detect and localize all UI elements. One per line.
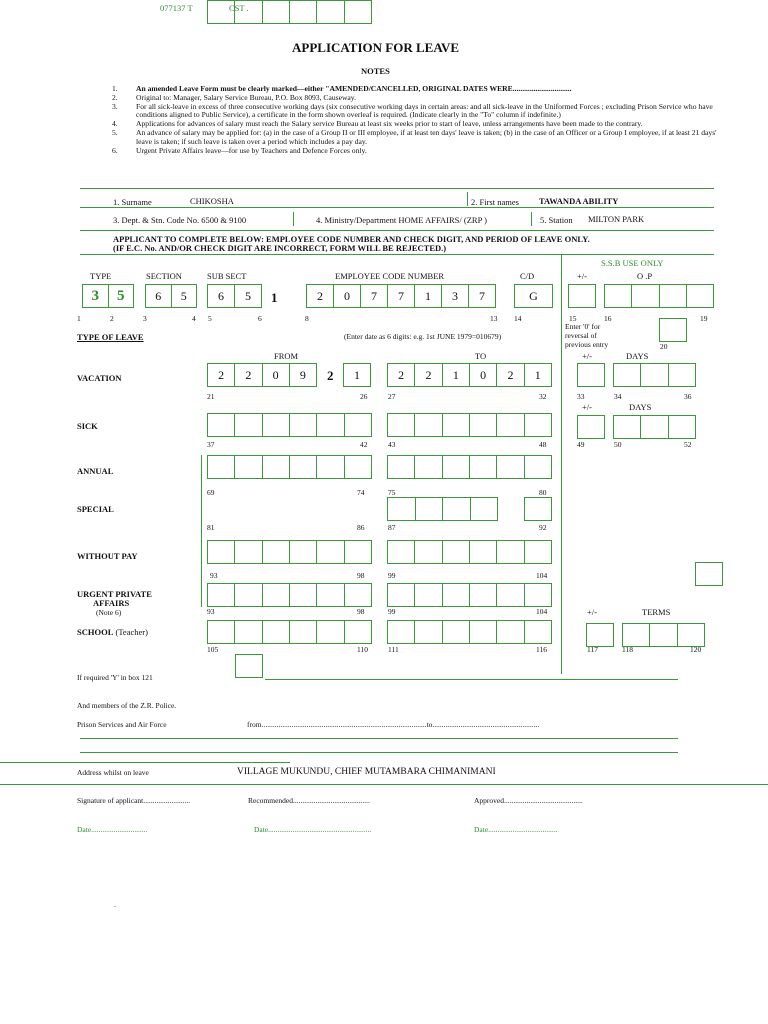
note-item: 3. For all sick-leave in excess of three consecutive working days (six consecutive working days in certain areas: and all sick-leave in the Uniformed Forces ; excluding Prison Service who have conditions aligned to Public Service), a certificate in the form shown overleaf is required. (Indicate clearly in the "To" column if indefinite.) (112, 101, 713, 120)
col-num: 16 (604, 314, 612, 323)
withoutpay-extra-box[interactable] (695, 562, 723, 586)
note-item: 4. Applications for advances of salary must reach the Salary service Bureau at least six weeks prior to start of leave, unless arrangements have been made to the contrary. (112, 119, 643, 129)
check-digit-box[interactable]: G (514, 284, 553, 308)
address-label: Address whilst on leave (77, 768, 149, 777)
note-item: 2. Original to: Manager, Salary Service Bureau, P.O. Box 8093, Causeway. (112, 92, 357, 102)
firstnames-value[interactable]: TAWANDA ABILITY (539, 196, 619, 206)
notes-heading: NOTES (361, 66, 390, 76)
urgent-to-box[interactable] (387, 583, 552, 607)
vacation-pm-box[interactable] (577, 363, 605, 387)
col-num: 104 (536, 571, 548, 580)
header-section: SECTION (146, 271, 182, 281)
col-num: 50 (614, 440, 622, 449)
ssb-use-only: S.S.B USE ONLY (601, 258, 664, 268)
col-num: 111 (388, 645, 399, 654)
col-num: 32 (539, 392, 547, 401)
handwritten-1: 1 (271, 290, 278, 305)
col-num: 4 (192, 314, 196, 323)
date-field-2[interactable]: Date....................................................... (254, 825, 372, 834)
leave-label-sick: SICK (77, 421, 98, 431)
days-header: DAYS (626, 351, 649, 361)
leave-label-special: SPECIAL (77, 504, 114, 514)
vacation-days-box[interactable] (613, 363, 696, 387)
type-of-leave-heading: TYPE OF LEAVE (77, 332, 144, 342)
withoutpay-to-box[interactable] (387, 540, 552, 564)
header-subsect: SUB SECT (207, 271, 247, 281)
sick-to-box[interactable] (387, 413, 552, 437)
col-num: 49 (577, 440, 585, 449)
plusminus-header: +/- (582, 402, 592, 412)
col-num: 104 (536, 607, 548, 616)
subsect-box[interactable]: 6 5 (207, 284, 262, 308)
col-num: 27 (388, 392, 396, 401)
col-num: 37 (207, 440, 215, 449)
header-plusminus: +/- (577, 271, 587, 281)
col-num: 15 (569, 314, 577, 323)
address-value[interactable]: VILLAGE MUKUNDU, CHIEF MUTAMBARA CHIMANIMANI (237, 767, 496, 777)
col-num: 34 (614, 392, 622, 401)
col-num: 92 (539, 523, 547, 532)
stray-dot: . (114, 900, 116, 909)
sick-from-box[interactable] (207, 413, 372, 437)
days-header: DAYS (629, 402, 652, 412)
col-num: 99 (388, 607, 396, 616)
col-num: 69 (207, 488, 215, 497)
col-num: 6 (258, 314, 262, 323)
col-num: 80 (539, 488, 547, 497)
plusminus-header: +/- (582, 351, 592, 361)
sick-pm-box[interactable] (577, 415, 605, 439)
surname-value[interactable]: CHIKOSHA (190, 196, 234, 206)
leave-label-annual: ANNUAL (77, 466, 114, 476)
reversal-box[interactable] (659, 318, 687, 342)
prison-note: Prison Services and Air Force (77, 720, 167, 729)
ref-code: 077137 T (160, 3, 193, 13)
employee-code-box[interactable]: 2 0 7 7 1 3 7 (306, 284, 496, 308)
col-num: 48 (539, 440, 547, 449)
col-num: 1 (77, 314, 81, 323)
station-label: 5. Station (540, 215, 573, 225)
col-num: 33 (577, 392, 585, 401)
section-box[interactable]: 6 5 (145, 284, 197, 308)
col-num: 75 (388, 488, 396, 497)
col-num: 43 (388, 440, 396, 449)
special-from-box[interactable] (207, 0, 372, 24)
terms-header: TERMS (642, 607, 671, 617)
col-num: 116 (536, 645, 547, 654)
required-note: If required 'Y' in box 121 (77, 673, 153, 682)
ministry-label: 4. Ministry/Department HOME AFFAIRS/ (ZRP ) (316, 215, 487, 225)
dept-label: 3. Dept. & Stn. Code No. 6500 & 9100 (113, 215, 247, 225)
sick-days-box[interactable] (613, 415, 696, 439)
school-terms-box[interactable] (622, 623, 705, 647)
col-num: 99 (388, 571, 396, 580)
to-header: TO (475, 351, 487, 361)
form-title: APPLICATION FOR LEAVE (292, 40, 460, 55)
date-field-3[interactable]: Date..................................... (474, 825, 558, 834)
note-item: 1. An amended Leave Form must be clearly marked—either "AMENDED/CANCELLED, ORIGINAL DATES WERE............................... (112, 84, 572, 93)
col-num: 14 (514, 314, 522, 323)
col-num: 20 (660, 342, 668, 351)
instruction-line-2: (IF E.C. No. AND/OR CHECK DIGIT ARE INCORRECT, FORM WILL BE REJECTED.) (113, 243, 447, 253)
col-num: 3 (143, 314, 147, 323)
type-box[interactable]: 3 5 (82, 284, 134, 308)
special-to-last-box[interactable] (524, 497, 552, 521)
note-item: 6. Urgent Private Affairs leave—for use by Teachers and Defence Forces only. (112, 145, 367, 155)
col-num: 8 (305, 314, 309, 323)
note-item: 5. An advance of salary may be applied for: (a) in the case of a Group II or III employee, if at least ten days' leave is taken; (b) in the case of an Officer or a Group I employee, if at least 21 days' leave is taken; if such leave is taken over a period which includes a pay day. (112, 127, 717, 146)
special-to-box[interactable] (387, 497, 498, 521)
col-num: 118 (622, 645, 633, 654)
col-num: 81 (207, 523, 215, 532)
withoutpay-from-box[interactable] (207, 540, 372, 564)
header-type: TYPE (90, 271, 112, 281)
col-num: 98 (357, 571, 365, 580)
instruction-line-1: APPLICANT TO COMPLETE BELOW: EMPLOYEE CODE NUMBER AND CHECK DIGIT, AND PERIOD OF LEAVE ONLY. (113, 234, 590, 244)
station-value[interactable]: MILTON PARK (588, 214, 645, 224)
header-ecn: EMPLOYEE CODE NUMBER (335, 271, 445, 281)
annual-from-box[interactable] (207, 455, 372, 479)
date-field-1[interactable]: Date.............................. (77, 825, 148, 834)
col-num: 98 (357, 607, 365, 616)
leave-label-vacation: VACATION (77, 373, 122, 383)
col-num: 117 (587, 645, 598, 654)
school-to-box[interactable] (387, 620, 552, 644)
required-box[interactable] (235, 654, 263, 678)
firstnames-label: 2. First names (471, 197, 519, 207)
col-num: 13 (490, 314, 498, 323)
col-num: 52 (684, 440, 692, 449)
col-num: 120 (690, 645, 702, 654)
leave-label-school: SCHOOL (Teacher) (77, 627, 148, 637)
vacation-from-last-box[interactable]: 1 (343, 363, 371, 387)
header-op: O .P (637, 271, 653, 281)
notes-list (112, 85, 722, 155)
urgent-note: (Note 6) (96, 608, 122, 617)
plusminus-header: +/- (587, 607, 597, 617)
leave-label-withoutpay: WITHOUT PAY (77, 551, 138, 561)
ref-cst: CST . (229, 3, 249, 13)
urgent-from-box[interactable] (207, 583, 372, 607)
from-header: FROM (274, 351, 299, 361)
annual-to-box[interactable] (387, 455, 552, 479)
leave-label-urgent-2: AFFAIRS (93, 598, 130, 608)
vacation-from-box[interactable]: 2 2 0 9 (207, 363, 317, 387)
recommended-field[interactable]: Recommended......................................... (248, 796, 370, 805)
signature-field[interactable]: Signature of applicant......................... (77, 796, 191, 805)
vacation-to-box[interactable]: 2 2 1 0 2 1 (387, 363, 552, 387)
col-num: 87 (388, 523, 396, 532)
leave-label-urgent: URGENT PRIVATE (77, 589, 152, 599)
reversal-note: Enter '0' for reversal of previous entry (565, 322, 609, 349)
handwritten-2: 2 (327, 368, 334, 383)
col-num: 93 (207, 607, 215, 616)
col-num: 19 (700, 314, 708, 323)
surname-label: 1. Surname (113, 197, 152, 207)
from-to-line[interactable]: from........................................................................................to......................................................... (247, 720, 540, 729)
ssb-plusminus-box[interactable] (568, 284, 596, 308)
police-note: And members of the Z.R. Police. (77, 701, 177, 710)
col-num: 36 (684, 392, 692, 401)
school-pm-box[interactable] (586, 623, 614, 647)
ssb-op-box[interactable] (604, 284, 714, 308)
date-hint: (Enter date as 6 digits: e.g. 1st JUNE 1979=010679) (344, 332, 502, 341)
col-num: 21 (207, 392, 215, 401)
header-cd: C/D (520, 271, 535, 281)
col-num: 42 (360, 440, 368, 449)
school-from-box[interactable] (207, 620, 372, 644)
col-num: 105 (207, 645, 219, 654)
col-num: 74 (357, 488, 365, 497)
col-num: 5 (208, 314, 212, 323)
col-num: 86 (357, 523, 365, 532)
col-num: 2 (110, 314, 114, 323)
col-num: 93 (210, 571, 218, 580)
approved-field[interactable]: Approved.......................................... (474, 796, 583, 805)
col-num: 26 (360, 392, 368, 401)
col-num: 110 (357, 645, 368, 654)
